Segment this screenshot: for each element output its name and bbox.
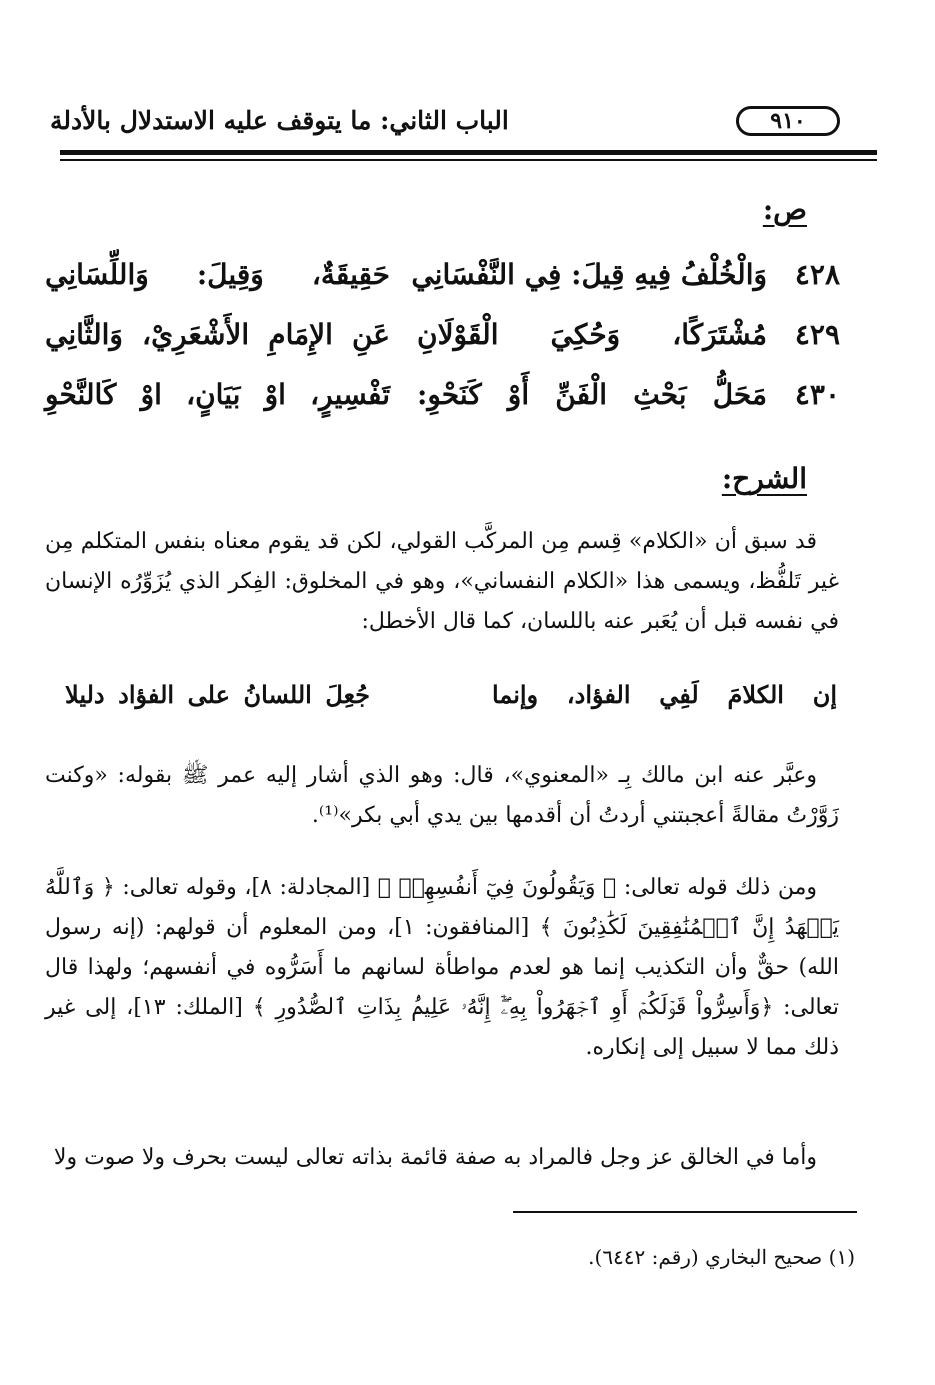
verse-number: ٤٣٠: [794, 378, 840, 411]
verse-first-hemistich: مَحَلُّ بَحْثِ الْفَنِّ أَوْ كَنَحْوِ:: [417, 378, 767, 411]
verse-first-hemistich: مُشْتَرَكًا، وَحُكِيَ الْقَوْلَانِ: [417, 318, 767, 351]
footnote-separator: [513, 1211, 857, 1213]
body-paragraph: قد سبق أن «الكلام» قِسم مِن المركَّب القولي، لكن قد يقوم معناه بنفس المتكلم مِن غير تَلفُّظ، ويسمى هذا «الكلام النفساني»، وهو في المخلوق: الفِكر الذي يُزَوِّرُه الإنسان في نفسه قبل أن يُعَبر عنه باللسان، كما قال الأخطل:: [45, 529, 839, 634]
matn-label: ص:: [762, 193, 807, 226]
verse-number: ٤٢٩: [794, 318, 840, 351]
header-rule-thin: [60, 159, 877, 161]
footnote: (١) صحيح البخاري (رقم: ٦٤٤٢).: [588, 1245, 855, 1269]
body-paragraph: وأما في الخالق عز وجل فالمراد به صفة قائمة بذاته تعالى ليست بحرف ولا صوت ولا: [53, 1145, 817, 1170]
verse-second-hemistich: عَنِ الإِمَامِ الأَشْعَرِيْ، وَالثَّانِي: [45, 318, 390, 351]
poetry-line: [65, 680, 837, 720]
page-number: ٩١٠: [736, 106, 840, 136]
verse-number: ٤٢٨: [794, 258, 840, 291]
verse-line: [45, 318, 840, 364]
poetry-second-hemistich: جُعِلَ اللسانُ على الفؤاد دليلا: [65, 680, 370, 709]
chapter-title: الباب الثاني: ما يتوقف عليه الاستدلال بالأدلة: [50, 106, 509, 135]
verse-first-hemistich: وَالْخُلْفُ فِيهِ قِيلَ: فِي النَّفْسَانِي: [411, 258, 767, 291]
verse-line: [45, 258, 840, 304]
verse-second-hemistich: تَفْسِيرٍ، اوْ بَيَانٍ، اوْ كَالنَّحْوِ: [45, 378, 390, 411]
header-rule-thick: [60, 150, 877, 155]
body-paragraph: وعبَّر عنه ابن مالك بِـ «المعنوي»، قال: وهو الذي أشار إليه عمر ﷺ بقوله: «وكنت زَوَّرْتُ مقالةً أعجبتني أردتُ أن أقدمها بين يدي أبي بكر»⁽¹⁾.: [45, 763, 839, 828]
sharh-label: الشرح:: [721, 462, 807, 495]
page-header: [50, 100, 840, 150]
poetry-first-hemistich: إن الكلامَ لَفِي الفؤاد، وإنما: [492, 680, 837, 709]
body-paragraph: ومن ذلك قوله تعالى: ﴿ وَيَقُولُونَ فِيٓ أَنفُسِهِمۡ ﴾ [المجادلة: ٨]، وقوله تعالى: ﴿ وَٱللَّهُ يَشۡهَدُ إِنَّ ٱلۡمُنَٰفِقِينَ لَكَٰذِبُونَ ﴾ [المنافقون: ١]، ومن المعلوم أن قولهم: (إنه رسول الله) حقٌّ وأن التكذيب إنما هو لعدم مواطأة لسانهم ما أَسَرُّوه في أنفسهم؛ ولهذا قال تعالى: ﴿وَأَسِرُّواْ قَوۡلَكُمۡ أَوِ ٱجۡهَرُواْ بِهِۦٓۖ إِنَّهُۥ عَلِيمُۢ بِذَاتِ ٱلصُّدُورِ ﴾ [الملك: ١٣]، إلى غير ذلك مما لا سبيل إلى إنكاره.: [45, 875, 839, 1060]
verse-line: [45, 378, 840, 424]
verse-second-hemistich: حَقِيقَةٌ، وَقِيلَ: وَاللِّسَانِي: [45, 258, 390, 291]
